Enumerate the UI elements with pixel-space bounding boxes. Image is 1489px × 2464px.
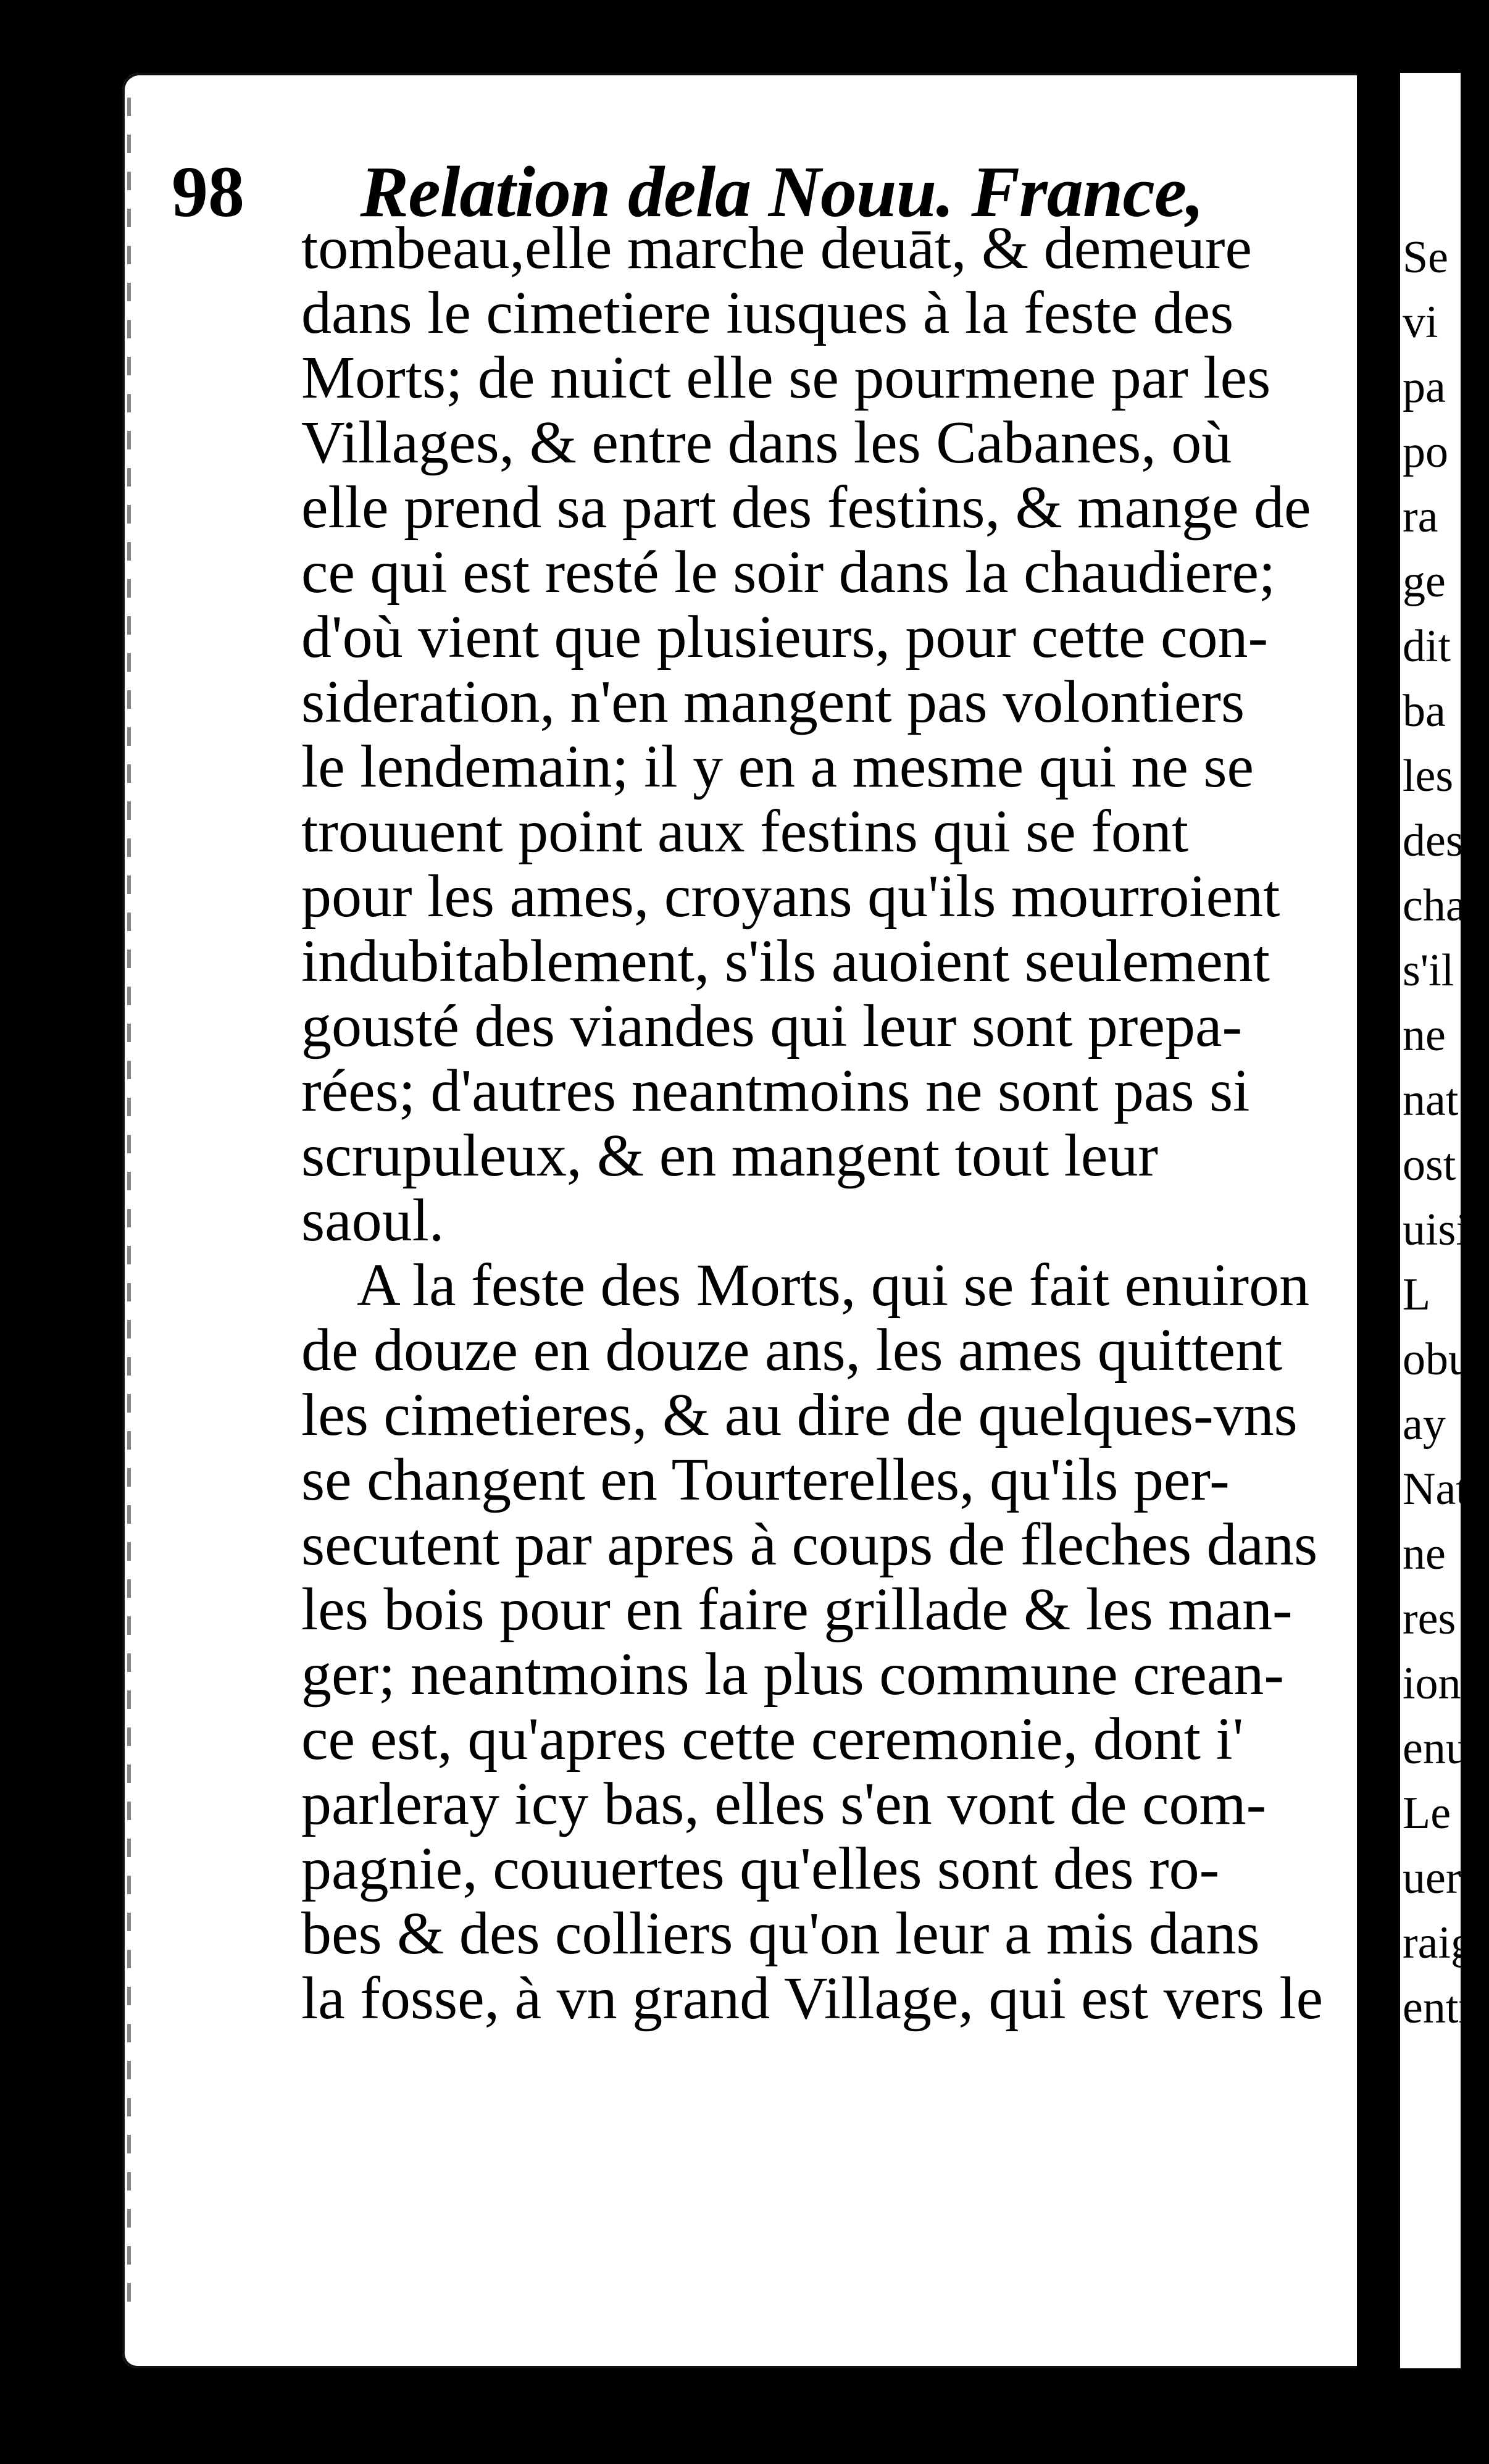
facing-page-text-fragment: Nat bbox=[1403, 1464, 1469, 1514]
facing-page-text-fragment: ra bbox=[1403, 491, 1438, 542]
text-line: parleray icy bas, elles s'en vont de com- bbox=[301, 1771, 1267, 1837]
facing-page-text-fragment: s'il bbox=[1403, 945, 1454, 996]
text-line: de douze en douze ans, les ames quittent bbox=[301, 1317, 1283, 1384]
facing-page-text-fragment: Le bbox=[1403, 1788, 1451, 1839]
text-line: les bois pour en faire grillade & les man- bbox=[301, 1576, 1293, 1643]
facing-page-text-fragment: dit bbox=[1403, 621, 1451, 672]
text-line: tombeau,elle marche deuāt, & demeure bbox=[301, 215, 1253, 282]
text-line: pour les ames, croyans qu'ils mourroient bbox=[301, 863, 1280, 930]
text-line: ce est, qu'apres cette ceremonie, dont i' bbox=[301, 1706, 1244, 1773]
facing-page-text-fragment: les bbox=[1403, 751, 1454, 801]
facing-page-text-fragment: Se bbox=[1403, 232, 1448, 283]
text-line: les cimetieres, & au dire de quelques-vns bbox=[301, 1382, 1298, 1448]
text-line: ce qui est resté le soir dans la chaudiere; bbox=[301, 539, 1276, 606]
text-line: Morts; de nuict elle se pourmene par les bbox=[301, 345, 1271, 411]
facing-page-text-fragment: ost bbox=[1403, 1140, 1456, 1190]
text-line: rées; d'autres neantmoins ne sont pas si bbox=[301, 1058, 1250, 1124]
text-line: pagnie, couuertes qu'elles sont des ro- bbox=[301, 1835, 1220, 1902]
facing-page-text-fragment: ge bbox=[1403, 556, 1446, 607]
text-line: ger; neantmoins la plus commune crean- bbox=[301, 1641, 1284, 1708]
text-line: le lendemain; il y en a mesme qui ne se bbox=[301, 733, 1254, 800]
text-line: sideration, n'en mangent pas volontiers bbox=[301, 669, 1245, 735]
text-line: indubitablement, s'ils auoient seulement bbox=[301, 928, 1270, 995]
text-line: elle prend sa part des festins, & mange de bbox=[301, 474, 1311, 541]
facing-page-text-fragment: ne bbox=[1403, 1010, 1446, 1061]
facing-page-text-fragment: ay bbox=[1403, 1399, 1446, 1450]
facing-page-text-fragment: pa bbox=[1403, 362, 1446, 412]
text-line: d'où vient que plusieurs, pour cette con- bbox=[301, 604, 1269, 670]
facing-page-text-fragment: obu bbox=[1403, 1334, 1471, 1385]
facing-page-text-fragment: nat bbox=[1403, 1075, 1459, 1126]
facing-page-text-fragment: des bbox=[1403, 816, 1464, 866]
text-line: scrupuleux, & en mangent tout leur bbox=[301, 1122, 1158, 1189]
text-line: Villages, & entre dans les Cabanes, où bbox=[301, 409, 1232, 476]
body-text bbox=[301, 216, 1375, 2031]
facing-page-text-fragment: entr bbox=[1403, 1982, 1474, 2033]
facing-page-text-fragment: ion bbox=[1403, 1658, 1461, 1709]
facing-page-text-fragment: uisie bbox=[1403, 1205, 1489, 1255]
text-line: dans le cimetiere iusques à la feste des bbox=[301, 280, 1234, 346]
facing-page-text-fragment: res bbox=[1403, 1593, 1456, 1644]
facing-page-text-fragment: ne bbox=[1403, 1529, 1446, 1579]
facing-page-text-fragment: vi bbox=[1403, 297, 1438, 348]
text-line: se changent en Tourterelles, qu'ils per- bbox=[301, 1447, 1230, 1513]
facing-page-text-fragment: ba bbox=[1403, 686, 1446, 737]
text-line: secutent par apres à coups de fleches dans bbox=[301, 1511, 1318, 1578]
facing-page-fragment bbox=[1400, 73, 1489, 2368]
facing-page-text-fragment: po bbox=[1403, 427, 1448, 477]
page-number: 98 bbox=[172, 151, 244, 232]
facing-page-text-fragment: uer bbox=[1403, 1853, 1461, 1903]
page-edge-shadow bbox=[127, 98, 131, 2320]
text-line: trouuent point aux festins qui se font bbox=[301, 798, 1189, 865]
facing-page-text-fragment: L bbox=[1403, 1269, 1431, 1320]
running-title: Relation dela Nouu. France, bbox=[360, 151, 1204, 232]
text-line: gousté des viandes qui leur sont prepa- bbox=[301, 993, 1243, 1059]
facing-page-text-fragment: raig bbox=[1403, 1918, 1474, 1968]
text-line: saoul. bbox=[301, 1187, 444, 1254]
facing-page-text-fragment: enu bbox=[1403, 1723, 1469, 1774]
facing-page-text-fragment: cha bbox=[1403, 880, 1466, 931]
text-line: bes & des colliers qu'on leur a mis dans bbox=[301, 1900, 1260, 1967]
paragraph-start-line: A la feste des Morts, qui se fait enuiron bbox=[357, 1252, 1310, 1319]
text-line: la fosse, à vn grand Village, qui est vers le bbox=[301, 1965, 1324, 2032]
